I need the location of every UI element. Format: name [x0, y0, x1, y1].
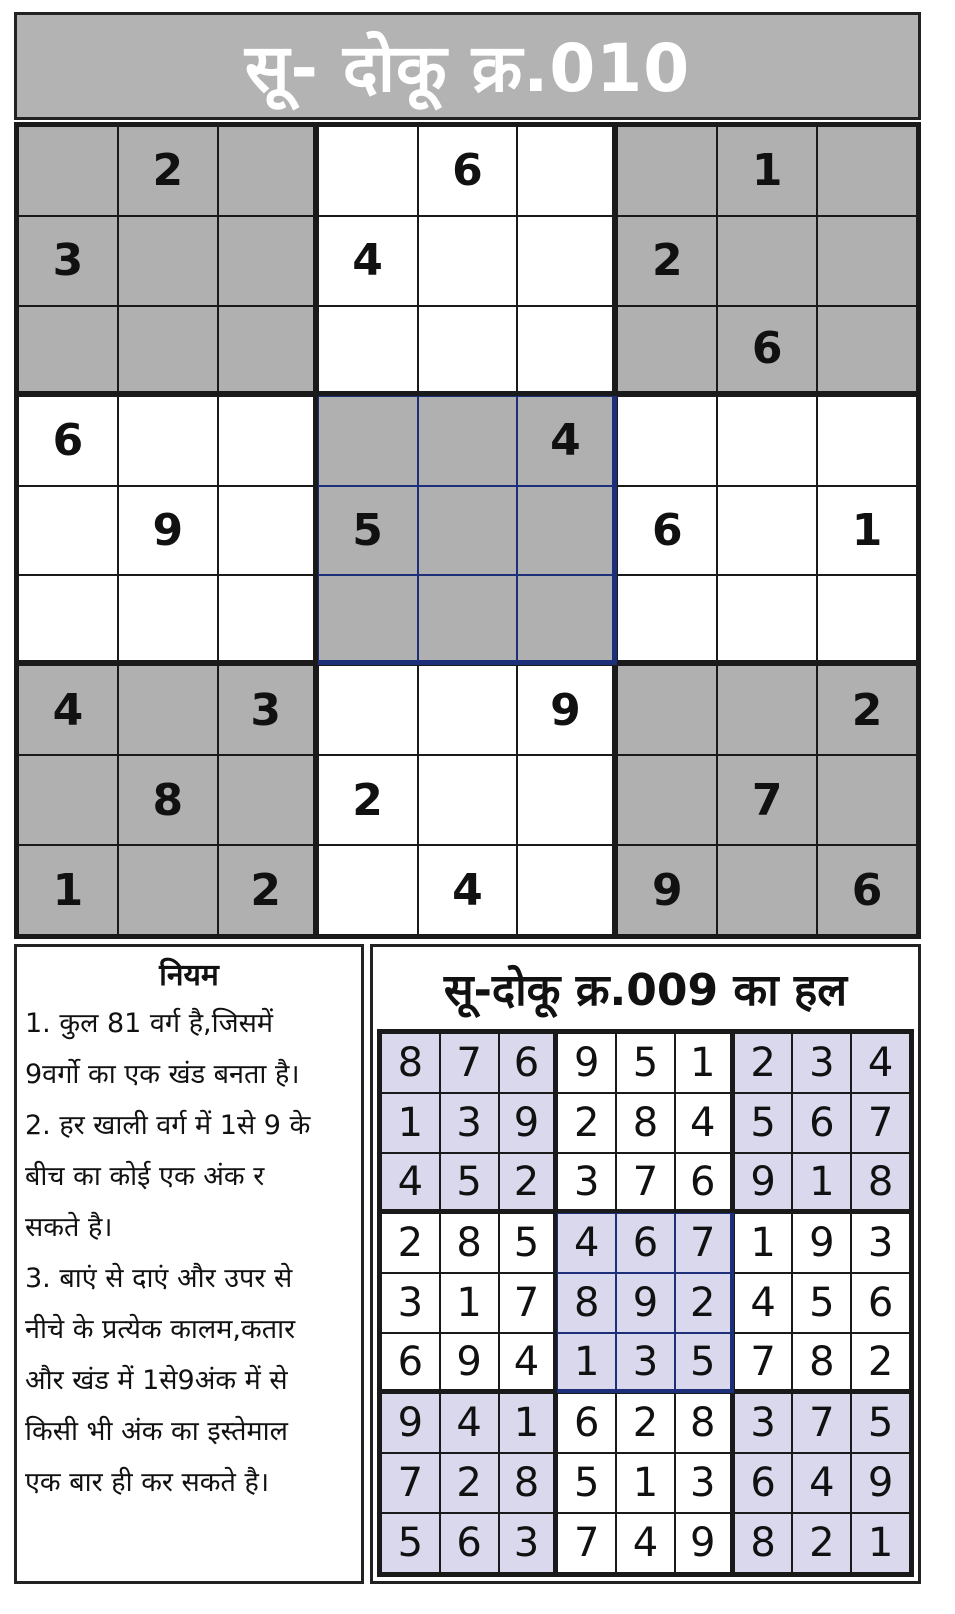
puzzle-cell-r1c9[interactable] [817, 126, 917, 216]
puzzle-cell-r3c2[interactable] [118, 306, 218, 396]
puzzle-cell-r1c1[interactable] [18, 126, 118, 216]
solution-cell-r5c5: 9 [616, 1273, 675, 1333]
puzzle-title: सू- दोकू क्र.010 [244, 30, 691, 107]
solution-cell-r9c9: 1 [851, 1513, 910, 1573]
solution-cell-r7c8: 7 [792, 1393, 851, 1453]
puzzle-cell-r6c5[interactable] [418, 575, 518, 665]
solution-cell-r1c6: 1 [675, 1033, 734, 1093]
puzzle-cell-r5c9[interactable]: 1 [817, 486, 917, 576]
solution-cell-r8c1: 7 [381, 1453, 440, 1513]
solution-cell-r6c4: 1 [557, 1333, 616, 1393]
solution-cell-r6c7: 7 [734, 1333, 793, 1393]
solution-cell-r3c4: 3 [557, 1153, 616, 1213]
puzzle-cell-r4c9[interactable] [817, 396, 917, 486]
solution-cell-r5c2: 1 [440, 1273, 499, 1333]
puzzle-cell-r3c6[interactable] [517, 306, 617, 396]
solution-cell-r3c7: 9 [734, 1153, 793, 1213]
rules-line: किसी भी अंक का इस्तेमाल [25, 1416, 288, 1447]
solution-cell-r2c8: 6 [792, 1093, 851, 1153]
solution-cell-r5c4: 8 [557, 1273, 616, 1333]
solution-title: सू-दोकू क्र.009 का हल [443, 965, 848, 1016]
solution-cell-r3c6: 6 [675, 1153, 734, 1213]
solution-cell-r2c9: 7 [851, 1093, 910, 1153]
solution-cell-r4c7: 1 [734, 1213, 793, 1273]
solution-cell-r4c3: 5 [499, 1213, 558, 1273]
puzzle-cell-r7c1[interactable]: 4 [18, 665, 118, 755]
solution-cell-r9c4: 7 [557, 1513, 616, 1573]
solution-cell-r9c1: 5 [381, 1513, 440, 1573]
solution-cell-r3c8: 1 [792, 1153, 851, 1213]
solution-cell-r7c6: 8 [675, 1393, 734, 1453]
puzzle-cell-r2c1[interactable]: 3 [18, 216, 118, 306]
solution-grid [377, 1029, 914, 1577]
rules-line: 9वर्गो का एक खंड बनता है। [25, 1059, 300, 1090]
puzzle-cell-r9c4[interactable] [318, 845, 418, 935]
puzzle-cell-r1c8[interactable]: 1 [717, 126, 817, 216]
puzzle-cell-r7c2[interactable] [118, 665, 218, 755]
puzzle-cell-r3c1[interactable] [18, 306, 118, 396]
puzzle-cell-r7c7[interactable] [617, 665, 717, 755]
puzzle-cell-r4c7[interactable] [617, 396, 717, 486]
puzzle-cell-r7c4[interactable] [318, 665, 418, 755]
solution-cell-r7c2: 4 [440, 1393, 499, 1453]
solution-cell-r7c1: 9 [381, 1393, 440, 1453]
solution-cell-r6c8: 8 [792, 1333, 851, 1393]
rules-line: एक बार ही कर सकते है। [25, 1467, 270, 1498]
puzzle-cell-r2c8[interactable] [717, 216, 817, 306]
puzzle-cell-r7c5[interactable] [418, 665, 518, 755]
puzzle-cell-r9c3[interactable]: 2 [218, 845, 318, 935]
rules-line: नीचे के प्रत्येक कालम,कतार [25, 1314, 296, 1345]
solution-cell-r8c6: 3 [675, 1453, 734, 1513]
solution-cell-r2c6: 4 [675, 1093, 734, 1153]
puzzle-cell-r3c8[interactable]: 6 [717, 306, 817, 396]
solution-cell-r2c4: 2 [557, 1093, 616, 1153]
puzzle-cell-r8c5[interactable] [418, 755, 518, 845]
solution-cell-r6c5: 3 [616, 1333, 675, 1393]
puzzle-cell-r6c8[interactable] [717, 575, 817, 665]
puzzle-cell-r5c6[interactable] [517, 486, 617, 576]
solution-cell-r7c3: 1 [499, 1393, 558, 1453]
puzzle-cell-r8c1[interactable] [18, 755, 118, 845]
solution-cell-r6c3: 4 [499, 1333, 558, 1393]
puzzle-cell-r5c5[interactable] [418, 486, 518, 576]
solution-cell-r6c6: 5 [675, 1333, 734, 1393]
solution-cell-r7c5: 2 [616, 1393, 675, 1453]
solution-cell-r2c7: 5 [734, 1093, 793, 1153]
puzzle-cell-r3c7[interactable] [617, 306, 717, 396]
puzzle-cell-r3c9[interactable] [817, 306, 917, 396]
puzzle-cell-r8c8[interactable]: 7 [717, 755, 817, 845]
rules-line: 2. हर खाली वर्ग में 1से 9 के [25, 1110, 311, 1141]
puzzle-cell-r6c1[interactable] [18, 575, 118, 665]
solution-cell-r9c7: 8 [734, 1513, 793, 1573]
solution-cell-r1c2: 7 [440, 1033, 499, 1093]
puzzle-cell-r6c4[interactable] [318, 575, 418, 665]
puzzle-cell-r8c2[interactable]: 8 [118, 755, 218, 845]
solution-cell-r5c3: 7 [499, 1273, 558, 1333]
solution-cell-r2c1: 1 [381, 1093, 440, 1153]
puzzle-cell-r4c6[interactable]: 4 [517, 396, 617, 486]
solution-cell-r7c4: 6 [557, 1393, 616, 1453]
puzzle-cell-r3c4[interactable] [318, 306, 418, 396]
puzzle-cell-r9c5[interactable]: 4 [418, 845, 518, 935]
puzzle-cell-r3c5[interactable] [418, 306, 518, 396]
puzzle-cell-r8c3[interactable] [218, 755, 318, 845]
puzzle-cell-r2c9[interactable] [817, 216, 917, 306]
puzzle-cell-r7c3[interactable]: 3 [218, 665, 318, 755]
puzzle-cell-r7c6[interactable]: 9 [517, 665, 617, 755]
puzzle-cell-r1c2[interactable]: 2 [118, 126, 218, 216]
solution-cell-r9c3: 3 [499, 1513, 558, 1573]
solution-cell-r7c7: 3 [734, 1393, 793, 1453]
puzzle-cell-r5c7[interactable]: 6 [617, 486, 717, 576]
puzzle-cell-r5c1[interactable] [18, 486, 118, 576]
solution-cell-r4c2: 8 [440, 1213, 499, 1273]
solution-cell-r6c1: 6 [381, 1333, 440, 1393]
solution-cell-r1c5: 5 [616, 1033, 675, 1093]
solution-cell-r5c7: 4 [734, 1273, 793, 1333]
puzzle-cell-r7c8[interactable] [717, 665, 817, 755]
solution-cell-r1c1: 8 [381, 1033, 440, 1093]
solution-cell-r4c5: 6 [616, 1213, 675, 1273]
solution-cell-r8c3: 8 [499, 1453, 558, 1513]
puzzle-cell-r8c9[interactable] [817, 755, 917, 845]
solution-cell-r3c5: 7 [616, 1153, 675, 1213]
solution-cell-r4c1: 2 [381, 1213, 440, 1273]
puzzle-cell-r4c3[interactable] [218, 396, 318, 486]
rules-line: और खंड में 1से9अंक में से [25, 1365, 288, 1396]
solution-cell-r8c2: 2 [440, 1453, 499, 1513]
puzzle-cell-r2c7[interactable]: 2 [617, 216, 717, 306]
solution-cell-r5c9: 6 [851, 1273, 910, 1333]
solution-cell-r8c5: 1 [616, 1453, 675, 1513]
solution-cell-r3c3: 2 [499, 1153, 558, 1213]
solution-cell-r9c8: 2 [792, 1513, 851, 1573]
puzzle-cell-r4c4[interactable] [318, 396, 418, 486]
puzzle-cell-r6c6[interactable] [517, 575, 617, 665]
solution-cell-r8c8: 4 [792, 1453, 851, 1513]
puzzle-cell-r5c2[interactable]: 9 [118, 486, 218, 576]
solution-panel [370, 944, 921, 1584]
rules-line: बीच का कोई एक अंक र [25, 1161, 265, 1192]
puzzle-cell-r7c9[interactable]: 2 [817, 665, 917, 755]
rules-line: 3. बाएं से दाएं और उपर से [25, 1263, 293, 1294]
puzzle-cell-r6c3[interactable] [218, 575, 318, 665]
puzzle-cell-r5c3[interactable] [218, 486, 318, 576]
puzzle-cell-r2c2[interactable] [118, 216, 218, 306]
puzzle-cell-r1c6[interactable] [517, 126, 617, 216]
puzzle-cell-r2c5[interactable] [418, 216, 518, 306]
rules-line: सकते है। [25, 1212, 113, 1243]
solution-cell-r9c2: 6 [440, 1513, 499, 1573]
solution-cell-r9c6: 9 [675, 1513, 734, 1573]
solution-cell-r5c8: 5 [792, 1273, 851, 1333]
puzzle-cell-r2c3[interactable] [218, 216, 318, 306]
solution-cell-r1c7: 2 [734, 1033, 793, 1093]
puzzle-cell-r9c8[interactable] [717, 845, 817, 935]
solution-cell-r3c2: 5 [440, 1153, 499, 1213]
solution-cell-r9c5: 4 [616, 1513, 675, 1573]
puzzle-cell-r9c6[interactable] [517, 845, 617, 935]
solution-cell-r6c9: 2 [851, 1333, 910, 1393]
puzzle-cell-r8c4[interactable]: 2 [318, 755, 418, 845]
solution-cell-r4c9: 3 [851, 1213, 910, 1273]
solution-cell-r5c6: 2 [675, 1273, 734, 1333]
puzzle-cell-r4c5[interactable] [418, 396, 518, 486]
solution-cell-r2c5: 8 [616, 1093, 675, 1153]
solution-cell-r5c1: 3 [381, 1273, 440, 1333]
puzzle-cell-r4c8[interactable] [717, 396, 817, 486]
solution-cell-r2c3: 9 [499, 1093, 558, 1153]
solution-cell-r4c4: 4 [557, 1213, 616, 1273]
puzzle-cell-r1c7[interactable] [617, 126, 717, 216]
puzzle-cell-r6c7[interactable] [617, 575, 717, 665]
puzzle-cell-r9c7[interactable]: 9 [617, 845, 717, 935]
puzzle-cell-r5c4[interactable]: 5 [318, 486, 418, 576]
solution-cell-r8c7: 6 [734, 1453, 793, 1513]
solution-cell-r3c9: 8 [851, 1153, 910, 1213]
solution-cell-r1c3: 6 [499, 1033, 558, 1093]
puzzle-cell-r2c4[interactable]: 4 [318, 216, 418, 306]
puzzle-cell-r8c6[interactable] [517, 755, 617, 845]
rules-box [14, 944, 364, 1584]
puzzle-cell-r6c2[interactable] [118, 575, 218, 665]
puzzle-cell-r5c8[interactable] [717, 486, 817, 576]
puzzle-cell-r6c9[interactable] [817, 575, 917, 665]
puzzle-cell-r2c6[interactable] [517, 216, 617, 306]
solution-cell-r2c2: 3 [440, 1093, 499, 1153]
puzzle-grid [14, 122, 921, 939]
puzzle-title-banner [14, 12, 921, 120]
rules-heading: नियम [159, 958, 219, 993]
solution-cell-r1c4: 9 [557, 1033, 616, 1093]
rules-line: 1. कुल 81 वर्ग है,जिसमें [25, 1008, 274, 1039]
puzzle-cell-r4c1[interactable]: 6 [18, 396, 118, 486]
solution-cell-r1c9: 4 [851, 1033, 910, 1093]
solution-cell-r3c1: 4 [381, 1153, 440, 1213]
puzzle-cell-r1c4[interactable] [318, 126, 418, 216]
puzzle-cell-r1c3[interactable] [218, 126, 318, 216]
solution-cell-r6c2: 9 [440, 1333, 499, 1393]
solution-cell-r8c9: 9 [851, 1453, 910, 1513]
solution-cell-r4c8: 9 [792, 1213, 851, 1273]
solution-cell-r7c9: 5 [851, 1393, 910, 1453]
puzzle-cell-r9c1[interactable]: 1 [18, 845, 118, 935]
puzzle-cell-r9c2[interactable] [118, 845, 218, 935]
puzzle-cell-r9c9[interactable]: 6 [817, 845, 917, 935]
solution-cell-r4c6: 7 [675, 1213, 734, 1273]
puzzle-cell-r1c5[interactable]: 6 [418, 126, 518, 216]
solution-cell-r1c8: 3 [792, 1033, 851, 1093]
puzzle-cell-r3c3[interactable] [218, 306, 318, 396]
puzzle-cell-r4c2[interactable] [118, 396, 218, 486]
puzzle-cell-r8c7[interactable] [617, 755, 717, 845]
solution-cell-r8c4: 5 [557, 1453, 616, 1513]
